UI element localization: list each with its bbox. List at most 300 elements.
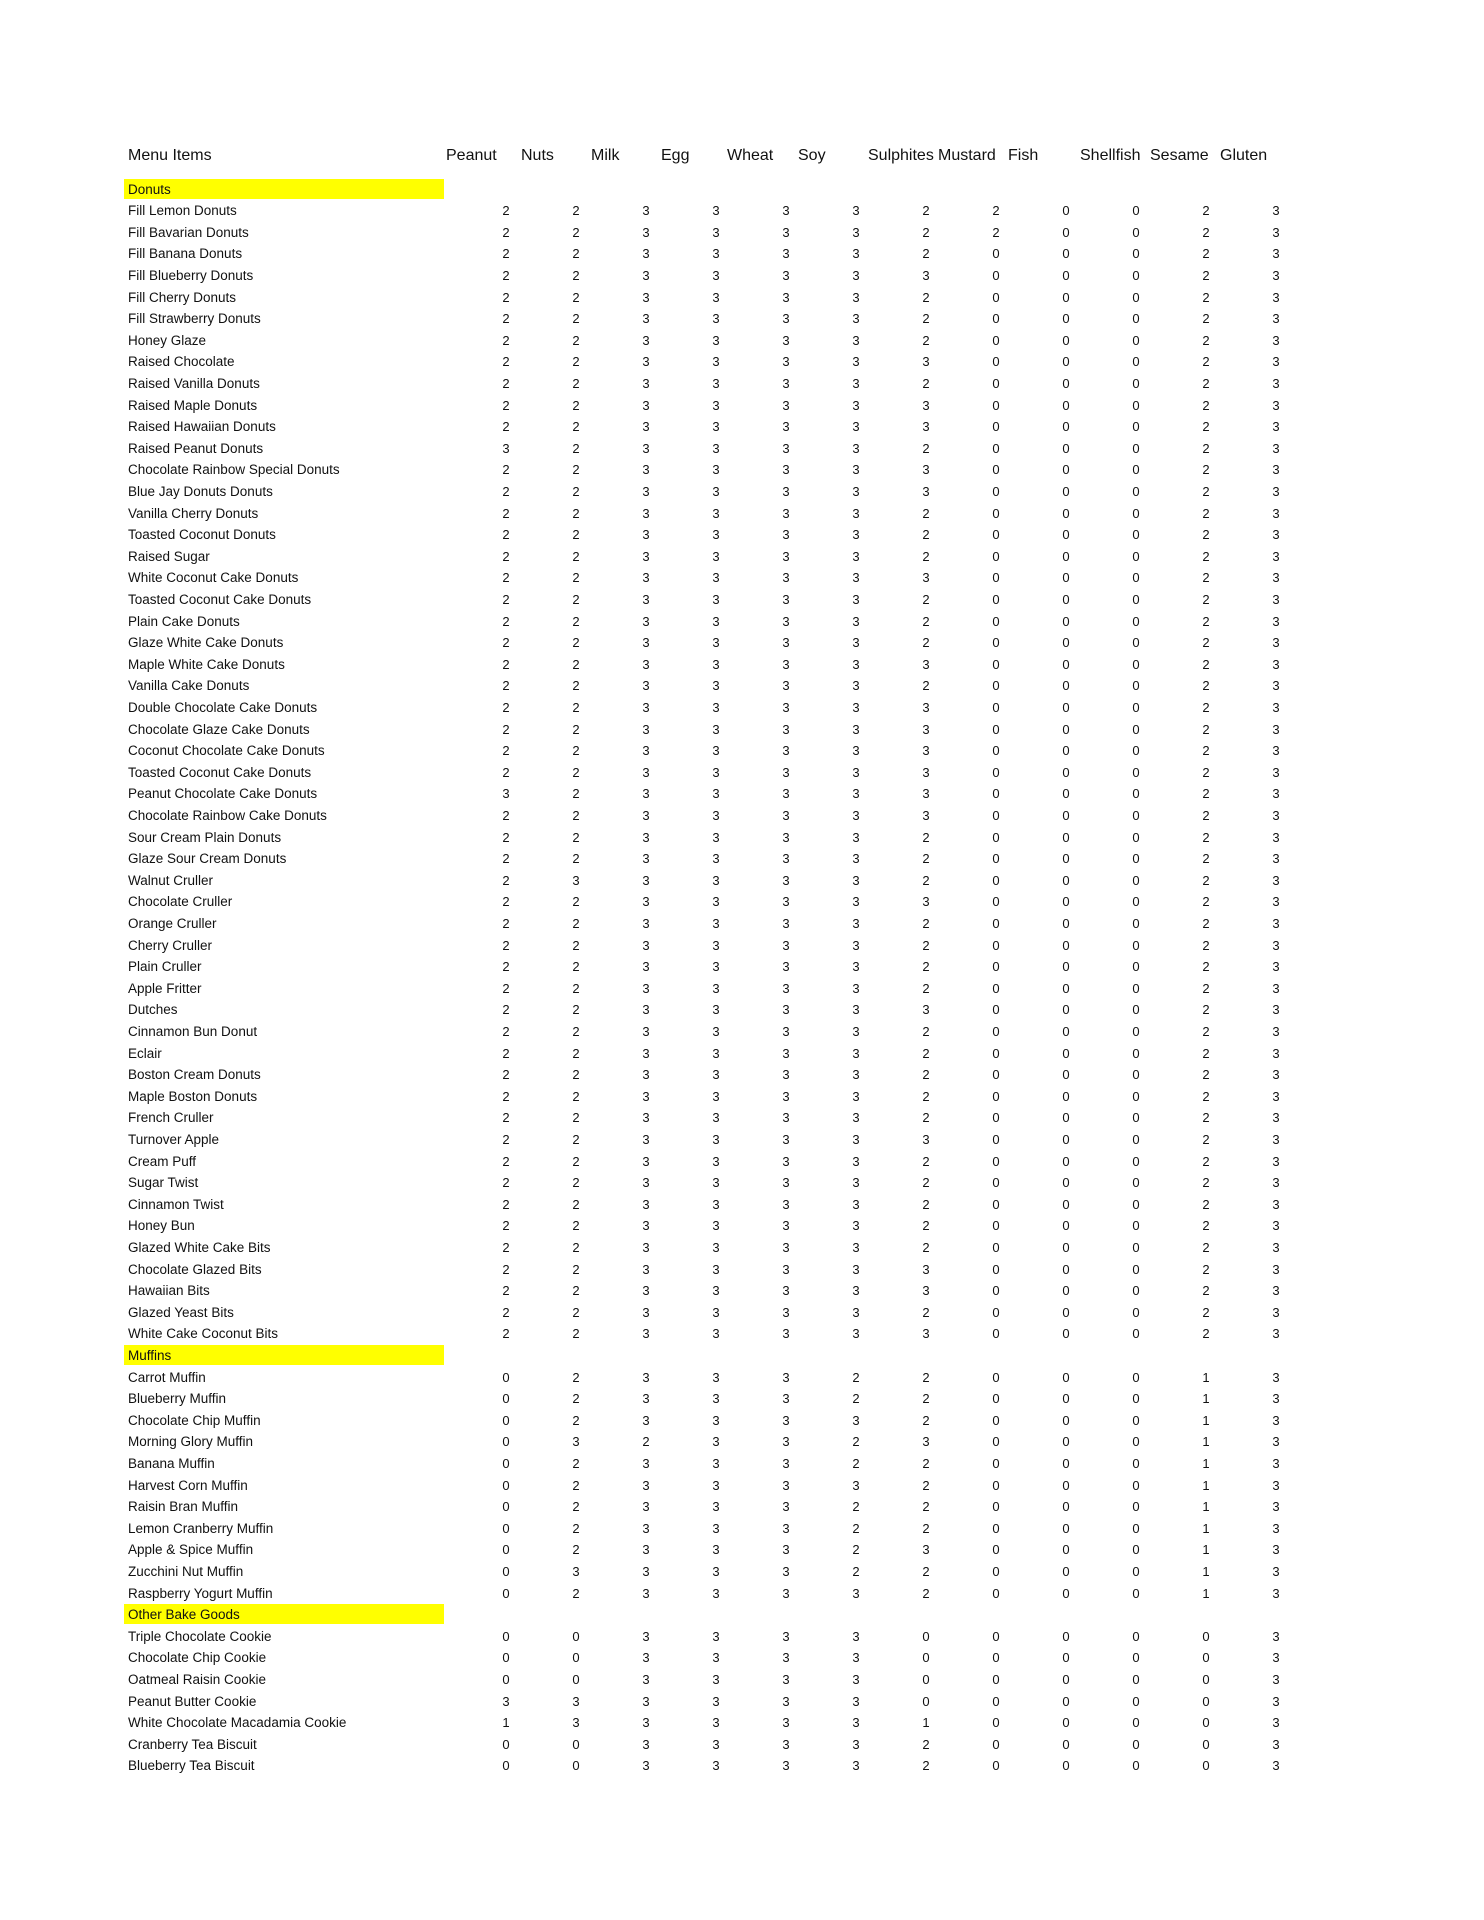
allergen-value-egg: 3 bbox=[712, 872, 720, 888]
allergen-value-fish: 0 bbox=[1062, 1283, 1070, 1299]
allergen-value-gluten: 3 bbox=[1272, 807, 1280, 823]
allergen-value-shellfish: 0 bbox=[1132, 1585, 1140, 1601]
allergen-value-soy: 3 bbox=[852, 635, 860, 651]
allergen-value-egg: 3 bbox=[712, 548, 720, 564]
allergen-value-egg: 3 bbox=[712, 1412, 720, 1428]
menu-item-name: Fill Strawberry Donuts bbox=[128, 311, 261, 327]
menu-item-name: Vanilla Cherry Donuts bbox=[128, 505, 259, 521]
allergen-value-egg: 3 bbox=[712, 1261, 720, 1277]
allergen-value-gluten: 3 bbox=[1272, 462, 1280, 478]
allergen-value-soy: 3 bbox=[852, 246, 860, 262]
allergen-value-egg: 3 bbox=[712, 1088, 720, 1104]
table-row bbox=[0, 1194, 1484, 1216]
allergen-value-soy: 3 bbox=[852, 1153, 860, 1169]
allergen-value-wheat: 3 bbox=[782, 829, 790, 845]
allergen-value-peanut: 2 bbox=[502, 894, 510, 910]
menu-item-name: Plain Cake Donuts bbox=[128, 613, 240, 629]
allergen-value-sesame: 2 bbox=[1202, 937, 1210, 953]
allergen-value-milk: 3 bbox=[642, 980, 650, 996]
menu-item-name: Raised Sugar bbox=[128, 548, 210, 564]
allergen-value-peanut: 2 bbox=[502, 1175, 510, 1191]
allergen-value-mustard: 0 bbox=[992, 613, 1000, 629]
allergen-value-wheat: 3 bbox=[782, 1045, 790, 1061]
allergen-value-fish: 0 bbox=[1062, 246, 1070, 262]
allergen-value-sesame: 2 bbox=[1202, 440, 1210, 456]
allergen-value-sulphites: 2 bbox=[922, 851, 930, 867]
allergen-value-fish: 0 bbox=[1062, 699, 1070, 715]
table-row bbox=[0, 1669, 1484, 1691]
allergen-value-peanut: 3 bbox=[502, 786, 510, 802]
allergen-value-gluten: 3 bbox=[1272, 440, 1280, 456]
allergen-value-fish: 0 bbox=[1062, 440, 1070, 456]
allergen-value-wheat: 3 bbox=[782, 1153, 790, 1169]
allergen-value-mustard: 0 bbox=[992, 1736, 1000, 1752]
allergen-value-nuts: 2 bbox=[572, 1045, 580, 1061]
allergen-value-soy: 3 bbox=[852, 1196, 860, 1212]
allergen-value-wheat: 3 bbox=[782, 1110, 790, 1126]
allergen-value-egg: 3 bbox=[712, 613, 720, 629]
allergen-value-fish: 0 bbox=[1062, 548, 1070, 564]
allergen-value-nuts: 2 bbox=[572, 1477, 580, 1493]
menu-item-name: Hawaiian Bits bbox=[128, 1283, 210, 1299]
allergen-value-gluten: 3 bbox=[1272, 656, 1280, 672]
allergen-value-sesame: 0 bbox=[1202, 1736, 1210, 1752]
allergen-value-sulphites: 0 bbox=[922, 1693, 930, 1709]
allergen-value-peanut: 2 bbox=[502, 1261, 510, 1277]
allergen-value-milk: 3 bbox=[642, 1369, 650, 1385]
allergen-value-sesame: 2 bbox=[1202, 894, 1210, 910]
allergen-value-shellfish: 0 bbox=[1132, 1391, 1140, 1407]
allergen-value-gluten: 3 bbox=[1272, 1671, 1280, 1687]
allergen-value-wheat: 3 bbox=[782, 311, 790, 327]
allergen-value-milk: 3 bbox=[642, 915, 650, 931]
allergen-value-sulphites: 2 bbox=[922, 1023, 930, 1039]
allergen-value-wheat: 3 bbox=[782, 807, 790, 823]
allergen-value-fish: 0 bbox=[1062, 1304, 1070, 1320]
table-row bbox=[0, 1734, 1484, 1756]
allergen-value-nuts: 2 bbox=[572, 1131, 580, 1147]
allergen-value-nuts: 2 bbox=[572, 354, 580, 370]
allergen-value-sesame: 2 bbox=[1202, 289, 1210, 305]
allergen-value-peanut: 0 bbox=[502, 1412, 510, 1428]
allergen-value-sulphites: 2 bbox=[922, 505, 930, 521]
menu-item-name: Apple Fritter bbox=[128, 980, 202, 996]
allergen-value-peanut: 3 bbox=[502, 440, 510, 456]
allergen-value-shellfish: 0 bbox=[1132, 894, 1140, 910]
allergen-value-mustard: 0 bbox=[992, 591, 1000, 607]
allergen-value-wheat: 3 bbox=[782, 1585, 790, 1601]
allergen-value-fish: 0 bbox=[1062, 311, 1070, 327]
allergen-value-shellfish: 0 bbox=[1132, 1563, 1140, 1579]
allergen-value-fish: 0 bbox=[1062, 224, 1070, 240]
allergen-value-mustard: 0 bbox=[992, 894, 1000, 910]
allergen-value-nuts: 2 bbox=[572, 548, 580, 564]
menu-item-name: Raised Maple Donuts bbox=[128, 397, 258, 413]
allergen-value-egg: 3 bbox=[712, 1045, 720, 1061]
allergen-value-gluten: 3 bbox=[1272, 635, 1280, 651]
allergen-value-mustard: 0 bbox=[992, 678, 1000, 694]
allergen-value-wheat: 3 bbox=[782, 1088, 790, 1104]
allergen-value-milk: 3 bbox=[642, 462, 650, 478]
allergen-value-egg: 3 bbox=[712, 1002, 720, 1018]
menu-item-name: Dutches bbox=[128, 1002, 178, 1018]
allergen-value-sesame: 2 bbox=[1202, 1218, 1210, 1234]
allergen-value-soy: 3 bbox=[852, 483, 860, 499]
allergen-value-nuts: 2 bbox=[572, 851, 580, 867]
allergen-value-shellfish: 0 bbox=[1132, 267, 1140, 283]
table-row bbox=[0, 524, 1484, 546]
allergen-value-nuts: 2 bbox=[572, 807, 580, 823]
allergen-value-egg: 3 bbox=[712, 419, 720, 435]
allergen-value-sesame: 1 bbox=[1202, 1542, 1210, 1558]
table-row bbox=[0, 1583, 1484, 1605]
allergen-value-wheat: 3 bbox=[782, 1758, 790, 1774]
allergen-value-peanut: 0 bbox=[502, 1520, 510, 1536]
allergen-value-egg: 3 bbox=[712, 440, 720, 456]
allergen-value-mustard: 0 bbox=[992, 851, 1000, 867]
allergen-value-gluten: 3 bbox=[1272, 1239, 1280, 1255]
allergen-value-fish: 0 bbox=[1062, 980, 1070, 996]
allergen-value-milk: 3 bbox=[642, 570, 650, 586]
allergen-value-peanut: 2 bbox=[502, 354, 510, 370]
allergen-value-mustard: 0 bbox=[992, 635, 1000, 651]
allergen-value-peanut: 2 bbox=[502, 699, 510, 715]
allergen-value-sulphites: 2 bbox=[922, 203, 930, 219]
allergen-value-sesame: 2 bbox=[1202, 1261, 1210, 1277]
table-row bbox=[0, 719, 1484, 741]
allergen-value-sulphites: 0 bbox=[922, 1671, 930, 1687]
allergen-value-wheat: 3 bbox=[782, 1304, 790, 1320]
allergen-value-sulphites: 2 bbox=[922, 527, 930, 543]
allergen-value-fish: 0 bbox=[1062, 527, 1070, 543]
allergen-value-wheat: 3 bbox=[782, 462, 790, 478]
allergen-value-nuts: 2 bbox=[572, 1455, 580, 1471]
allergen-value-shellfish: 0 bbox=[1132, 505, 1140, 521]
allergen-value-sulphites: 2 bbox=[922, 635, 930, 651]
allergen-value-gluten: 3 bbox=[1272, 289, 1280, 305]
allergen-value-soy: 3 bbox=[852, 397, 860, 413]
allergen-value-milk: 3 bbox=[642, 1023, 650, 1039]
allergen-value-gluten: 3 bbox=[1272, 570, 1280, 586]
allergen-value-shellfish: 0 bbox=[1132, 591, 1140, 607]
table-row bbox=[0, 978, 1484, 1000]
allergen-value-gluten: 3 bbox=[1272, 894, 1280, 910]
allergen-value-soy: 2 bbox=[852, 1542, 860, 1558]
allergen-value-soy: 3 bbox=[852, 311, 860, 327]
allergen-value-fish: 0 bbox=[1062, 289, 1070, 305]
allergen-value-milk: 3 bbox=[642, 1520, 650, 1536]
allergen-value-shellfish: 0 bbox=[1132, 829, 1140, 845]
allergen-value-mustard: 0 bbox=[992, 1412, 1000, 1428]
allergen-value-nuts: 2 bbox=[572, 1023, 580, 1039]
allergen-value-milk: 3 bbox=[642, 267, 650, 283]
allergen-value-fish: 0 bbox=[1062, 786, 1070, 802]
allergen-value-nuts: 0 bbox=[572, 1671, 580, 1687]
allergen-value-wheat: 3 bbox=[782, 786, 790, 802]
allergen-value-mustard: 0 bbox=[992, 548, 1000, 564]
allergen-value-milk: 3 bbox=[642, 1628, 650, 1644]
menu-item-name: Plain Cruller bbox=[128, 959, 202, 975]
allergen-value-milk: 3 bbox=[642, 375, 650, 391]
allergen-value-soy: 3 bbox=[852, 1175, 860, 1191]
allergen-value-milk: 3 bbox=[642, 1499, 650, 1515]
allergen-value-gluten: 3 bbox=[1272, 937, 1280, 953]
allergen-value-soy: 2 bbox=[852, 1520, 860, 1536]
allergen-value-sulphites: 2 bbox=[922, 1391, 930, 1407]
allergen-value-soy: 3 bbox=[852, 1628, 860, 1644]
allergen-value-egg: 3 bbox=[712, 505, 720, 521]
allergen-value-peanut: 2 bbox=[502, 1045, 510, 1061]
allergen-value-milk: 3 bbox=[642, 1002, 650, 1018]
allergen-value-wheat: 3 bbox=[782, 1650, 790, 1666]
allergen-value-fish: 0 bbox=[1062, 1563, 1070, 1579]
menu-item-name: Oatmeal Raisin Cookie bbox=[128, 1671, 267, 1687]
allergen-value-mustard: 0 bbox=[992, 915, 1000, 931]
allergen-value-egg: 3 bbox=[712, 1326, 720, 1342]
allergen-value-wheat: 3 bbox=[782, 872, 790, 888]
menu-item-name: Glaze White Cake Donuts bbox=[128, 635, 284, 651]
allergen-value-sesame: 1 bbox=[1202, 1585, 1210, 1601]
menu-item-name: Raisin Bran Muffin bbox=[128, 1499, 239, 1515]
allergen-value-milk: 3 bbox=[642, 527, 650, 543]
allergen-value-soy: 3 bbox=[852, 224, 860, 240]
allergen-value-mustard: 0 bbox=[992, 1304, 1000, 1320]
allergen-value-shellfish: 0 bbox=[1132, 548, 1140, 564]
allergen-value-sulphites: 2 bbox=[922, 1153, 930, 1169]
allergen-value-sulphites: 3 bbox=[922, 721, 930, 737]
allergen-value-milk: 3 bbox=[642, 1196, 650, 1212]
allergen-value-nuts: 2 bbox=[572, 311, 580, 327]
allergen-value-wheat: 3 bbox=[782, 548, 790, 564]
allergen-value-fish: 0 bbox=[1062, 1758, 1070, 1774]
allergen-value-egg: 3 bbox=[712, 591, 720, 607]
allergen-value-gluten: 3 bbox=[1272, 505, 1280, 521]
allergen-value-mustard: 0 bbox=[992, 721, 1000, 737]
allergen-value-nuts: 2 bbox=[572, 267, 580, 283]
allergen-value-sulphites: 3 bbox=[922, 354, 930, 370]
allergen-value-sulphites: 3 bbox=[922, 483, 930, 499]
column-header-soy: Soy bbox=[798, 147, 826, 164]
allergen-value-peanut: 2 bbox=[502, 203, 510, 219]
menu-item-name: Maple White Cake Donuts bbox=[128, 656, 285, 672]
allergen-value-peanut: 2 bbox=[502, 1283, 510, 1299]
allergen-value-soy: 3 bbox=[852, 872, 860, 888]
allergen-value-mustard: 0 bbox=[992, 1283, 1000, 1299]
allergen-value-soy: 3 bbox=[852, 959, 860, 975]
allergen-value-nuts: 3 bbox=[572, 1693, 580, 1709]
allergen-value-fish: 0 bbox=[1062, 1542, 1070, 1558]
allergen-value-soy: 3 bbox=[852, 743, 860, 759]
allergen-value-soy: 3 bbox=[852, 1585, 860, 1601]
allergen-value-milk: 3 bbox=[642, 1715, 650, 1731]
allergen-value-gluten: 3 bbox=[1272, 764, 1280, 780]
menu-item-name: Cherry Cruller bbox=[128, 937, 213, 953]
allergen-value-milk: 3 bbox=[642, 894, 650, 910]
allergen-value-sulphites: 2 bbox=[922, 1563, 930, 1579]
allergen-value-egg: 3 bbox=[712, 1563, 720, 1579]
table-row bbox=[0, 675, 1484, 697]
allergen-value-wheat: 3 bbox=[782, 613, 790, 629]
allergen-value-mustard: 0 bbox=[992, 1131, 1000, 1147]
table-row bbox=[0, 611, 1484, 633]
allergen-value-nuts: 2 bbox=[572, 1369, 580, 1385]
allergen-value-peanut: 2 bbox=[502, 397, 510, 413]
table-row bbox=[0, 1021, 1484, 1043]
allergen-value-soy: 2 bbox=[852, 1563, 860, 1579]
table-row bbox=[0, 1107, 1484, 1129]
allergen-value-gluten: 3 bbox=[1272, 527, 1280, 543]
allergen-value-shellfish: 0 bbox=[1132, 1218, 1140, 1234]
allergen-value-fish: 0 bbox=[1062, 1002, 1070, 1018]
allergen-value-soy: 3 bbox=[852, 375, 860, 391]
allergen-value-shellfish: 0 bbox=[1132, 1110, 1140, 1126]
allergen-value-nuts: 2 bbox=[572, 1196, 580, 1212]
allergen-value-egg: 3 bbox=[712, 786, 720, 802]
allergen-value-soy: 3 bbox=[852, 354, 860, 370]
table-row bbox=[0, 1367, 1484, 1389]
allergen-value-fish: 0 bbox=[1062, 375, 1070, 391]
allergen-value-milk: 3 bbox=[642, 505, 650, 521]
allergen-value-sesame: 2 bbox=[1202, 1153, 1210, 1169]
allergen-value-shellfish: 0 bbox=[1132, 440, 1140, 456]
allergen-value-sesame: 1 bbox=[1202, 1520, 1210, 1536]
allergen-value-soy: 3 bbox=[852, 1715, 860, 1731]
allergen-value-sesame: 2 bbox=[1202, 1196, 1210, 1212]
allergen-value-fish: 0 bbox=[1062, 1455, 1070, 1471]
menu-item-name: White Chocolate Macadamia Cookie bbox=[128, 1715, 347, 1731]
menu-item-name: Zucchini Nut Muffin bbox=[128, 1563, 244, 1579]
allergen-value-wheat: 3 bbox=[782, 1261, 790, 1277]
allergen-value-soy: 3 bbox=[852, 915, 860, 931]
section-title: Other Bake Goods bbox=[124, 1604, 444, 1624]
allergen-value-gluten: 3 bbox=[1272, 1520, 1280, 1536]
allergen-value-egg: 3 bbox=[712, 1671, 720, 1687]
column-header-fish: Fish bbox=[1008, 147, 1039, 164]
allergen-value-milk: 3 bbox=[642, 1736, 650, 1752]
allergen-value-gluten: 3 bbox=[1272, 548, 1280, 564]
allergen-value-wheat: 3 bbox=[782, 1693, 790, 1709]
allergen-value-shellfish: 0 bbox=[1132, 764, 1140, 780]
table-row bbox=[0, 1280, 1484, 1302]
allergen-value-peanut: 2 bbox=[502, 635, 510, 651]
allergen-value-sulphites: 2 bbox=[922, 1196, 930, 1212]
allergen-value-wheat: 3 bbox=[782, 483, 790, 499]
allergen-value-egg: 3 bbox=[712, 1391, 720, 1407]
allergen-value-gluten: 3 bbox=[1272, 699, 1280, 715]
allergen-value-milk: 3 bbox=[642, 937, 650, 953]
allergen-value-nuts: 0 bbox=[572, 1628, 580, 1644]
allergen-value-wheat: 3 bbox=[782, 937, 790, 953]
menu-item-name: Orange Cruller bbox=[128, 915, 217, 931]
column-header-mustard: Mustard bbox=[938, 147, 996, 164]
allergen-value-wheat: 3 bbox=[782, 743, 790, 759]
allergen-value-egg: 3 bbox=[712, 1304, 720, 1320]
allergen-value-sesame: 1 bbox=[1202, 1412, 1210, 1428]
allergen-value-shellfish: 0 bbox=[1132, 1131, 1140, 1147]
allergen-value-sulphites: 3 bbox=[922, 699, 930, 715]
allergen-value-nuts: 2 bbox=[572, 656, 580, 672]
allergen-value-milk: 3 bbox=[642, 1563, 650, 1579]
allergen-value-gluten: 3 bbox=[1272, 1045, 1280, 1061]
allergen-value-shellfish: 0 bbox=[1132, 1671, 1140, 1687]
allergen-value-mustard: 0 bbox=[992, 1261, 1000, 1277]
allergen-value-nuts: 2 bbox=[572, 894, 580, 910]
table-row bbox=[0, 1388, 1484, 1410]
column-header-egg: Egg bbox=[661, 147, 690, 164]
allergen-value-fish: 0 bbox=[1062, 1434, 1070, 1450]
allergen-value-wheat: 3 bbox=[782, 980, 790, 996]
allergen-value-sesame: 2 bbox=[1202, 462, 1210, 478]
menu-item-name: Lemon Cranberry Muffin bbox=[128, 1520, 274, 1536]
allergen-value-mustard: 0 bbox=[992, 289, 1000, 305]
allergen-value-mustard: 0 bbox=[992, 527, 1000, 543]
allergen-value-peanut: 2 bbox=[502, 1110, 510, 1126]
allergen-value-wheat: 3 bbox=[782, 915, 790, 931]
table-row bbox=[0, 1129, 1484, 1151]
allergen-value-milk: 3 bbox=[642, 872, 650, 888]
allergen-value-milk: 3 bbox=[642, 548, 650, 564]
allergen-value-sesame: 2 bbox=[1202, 743, 1210, 759]
allergen-value-gluten: 3 bbox=[1272, 483, 1280, 499]
allergen-value-wheat: 3 bbox=[782, 354, 790, 370]
allergen-value-mustard: 0 bbox=[992, 1196, 1000, 1212]
allergen-value-wheat: 3 bbox=[782, 721, 790, 737]
allergen-value-mustard: 0 bbox=[992, 699, 1000, 715]
allergen-value-soy: 3 bbox=[852, 678, 860, 694]
allergen-value-gluten: 3 bbox=[1272, 678, 1280, 694]
allergen-value-gluten: 3 bbox=[1272, 872, 1280, 888]
allergen-value-peanut: 2 bbox=[502, 1067, 510, 1083]
allergen-value-fish: 0 bbox=[1062, 1736, 1070, 1752]
allergen-value-sesame: 2 bbox=[1202, 656, 1210, 672]
allergen-value-sulphites: 3 bbox=[922, 1131, 930, 1147]
allergen-value-mustard: 0 bbox=[992, 1758, 1000, 1774]
allergen-value-milk: 3 bbox=[642, 1175, 650, 1191]
allergen-value-egg: 3 bbox=[712, 1736, 720, 1752]
allergen-value-gluten: 3 bbox=[1272, 1455, 1280, 1471]
allergen-value-peanut: 2 bbox=[502, 1153, 510, 1169]
menu-item-name: Fill Bavarian Donuts bbox=[128, 224, 249, 240]
allergen-value-nuts: 2 bbox=[572, 1175, 580, 1191]
allergen-value-sesame: 2 bbox=[1202, 872, 1210, 888]
allergen-value-fish: 0 bbox=[1062, 1585, 1070, 1601]
allergen-value-sesame: 2 bbox=[1202, 699, 1210, 715]
allergen-value-mustard: 0 bbox=[992, 959, 1000, 975]
allergen-value-gluten: 3 bbox=[1272, 354, 1280, 370]
menu-item-name: Toasted Coconut Cake Donuts bbox=[128, 591, 312, 607]
allergen-value-shellfish: 0 bbox=[1132, 807, 1140, 823]
allergen-value-soy: 2 bbox=[852, 1369, 860, 1385]
allergen-value-sesame: 2 bbox=[1202, 829, 1210, 845]
allergen-value-sesame: 2 bbox=[1202, 678, 1210, 694]
table-row bbox=[0, 243, 1484, 265]
allergen-value-egg: 3 bbox=[712, 354, 720, 370]
allergen-value-peanut: 2 bbox=[502, 656, 510, 672]
allergen-value-fish: 0 bbox=[1062, 829, 1070, 845]
allergen-value-shellfish: 0 bbox=[1132, 786, 1140, 802]
allergen-value-sesame: 2 bbox=[1202, 397, 1210, 413]
allergen-value-sulphites: 2 bbox=[922, 959, 930, 975]
allergen-value-shellfish: 0 bbox=[1132, 1326, 1140, 1342]
allergen-value-fish: 0 bbox=[1062, 1499, 1070, 1515]
menu-item-name: Peanut Chocolate Cake Donuts bbox=[128, 786, 318, 802]
menu-item-name: Triple Chocolate Cookie bbox=[128, 1628, 272, 1644]
allergen-value-sesame: 2 bbox=[1202, 1088, 1210, 1104]
section-row-other-bake-goods bbox=[0, 1604, 1484, 1626]
allergen-value-sulphites: 2 bbox=[922, 1088, 930, 1104]
menu-item-name: Peanut Butter Cookie bbox=[128, 1693, 257, 1709]
allergen-value-fish: 0 bbox=[1062, 332, 1070, 348]
